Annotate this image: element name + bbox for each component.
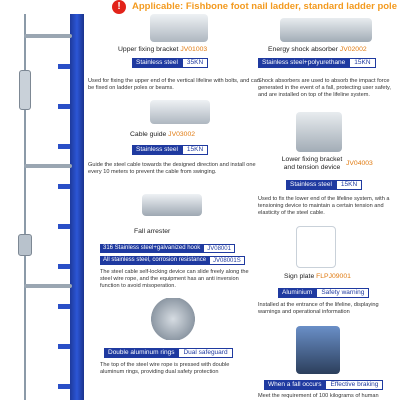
fall-event-badge: When a fall occurs Effective braking: [264, 380, 383, 390]
lower-bracket-desc: Used to fix the lower end of the lifeline system, with a tensioning device to maintain a certain tension and elasticity of the steel cable.: [258, 196, 390, 217]
applicable-note: Applicable: Fishbone foot nail ladder, standard ladder pole: [132, 1, 397, 12]
ladder-illustration: [0, 14, 118, 400]
lower-bracket-image: [296, 112, 342, 152]
fall-event-image: [296, 326, 340, 374]
ladder-rung: [58, 344, 70, 349]
fall-arrester-desc: The steel cable self-locking device can slide freely along the steel wire rope, and the equipment has an anti inversion function to avoid misoperation.: [100, 269, 249, 290]
lower-bracket-code: JV04003: [346, 160, 373, 167]
ladder-rung: [58, 304, 70, 309]
sign-plate-image: [296, 226, 336, 268]
shock-absorber-graphic: [19, 70, 31, 110]
upper-bracket-desc: Used for fixing the upper end of the vertical lifeline with bolts, and can be fixed on ladder poles or beams.: [88, 78, 260, 92]
cable-guide-title: Cable guide JV03002: [130, 131, 196, 138]
lower-bracket-badge: Stainless steel 15KN: [286, 180, 362, 190]
sign-plate-badge: Aluminium Safety warning: [278, 288, 369, 298]
cable-guide-image: [150, 100, 210, 124]
ladder-rung: [58, 384, 70, 389]
cable-guide-desc: Guide the steel cable towards the designed direction and install one every 10 meters to prevent the cable from swinging.: [88, 162, 256, 176]
double-rings-image: [150, 298, 196, 340]
fall-arrester-title: Fall arrester: [134, 228, 171, 235]
upper-bracket-badge: Stainless steel 35KN: [132, 58, 208, 68]
energy-absorber-badge: Stainless steel+polyurethane 15KN: [258, 58, 376, 68]
sign-plate-title: Sign plate FLPJ09001: [284, 273, 351, 280]
fall-event-desc: Meet the requirement of 100 kilograms of human: [258, 393, 379, 399]
lower-bracket-title: Lower fixing bracket and tension device: [281, 156, 343, 171]
ladder-pole: [70, 14, 84, 400]
double-rings-desc: The top of the steel wire rope is pressed with double aluminum rings, providing dual safety protection: [100, 362, 230, 376]
ladder-rung: [58, 264, 70, 269]
ladder-rung: [58, 64, 70, 69]
warning-icon: !: [112, 0, 126, 14]
sign-plate-desc: Installed at the entrance of the lifeline, displaying warnings and operational information: [258, 302, 379, 316]
fall-arrester-option-1: 316 Stainless steel+galvanized hook JV08001: [100, 244, 235, 253]
upper-bracket-image: [150, 14, 208, 42]
upper-bracket-title: Upper fixing bracket JV01003: [118, 46, 208, 53]
page-header: [0, 0, 400, 14]
ladder-rung: [58, 104, 70, 109]
top-bracket-graphic: [24, 34, 72, 38]
energy-absorber-image: [280, 18, 372, 42]
fall-arrester-option-2: All stainless steel, corrosion resistance JV08001S: [100, 256, 245, 265]
energy-absorber-title: Energy shock absorber JV02002: [268, 46, 367, 53]
cable-guide-badge: Stainless steel 15KN: [132, 145, 208, 155]
ladder-rung: [58, 224, 70, 229]
ladder-rung: [58, 144, 70, 149]
double-rings-badge: Double aluminum rings Dual safeguard: [104, 348, 233, 358]
cable-guide-graphic: [24, 284, 72, 288]
fall-arrester-image: [142, 194, 202, 216]
fall-arrester-graphic: [18, 234, 32, 256]
energy-absorber-desc: Shock absorbers are used to absorb the impact force generated in the event of a fall, protecting user safety, and are installed on top of the lifeline system.: [258, 78, 391, 99]
ladder-rung: [58, 184, 70, 189]
cable-guide-graphic: [24, 164, 72, 168]
